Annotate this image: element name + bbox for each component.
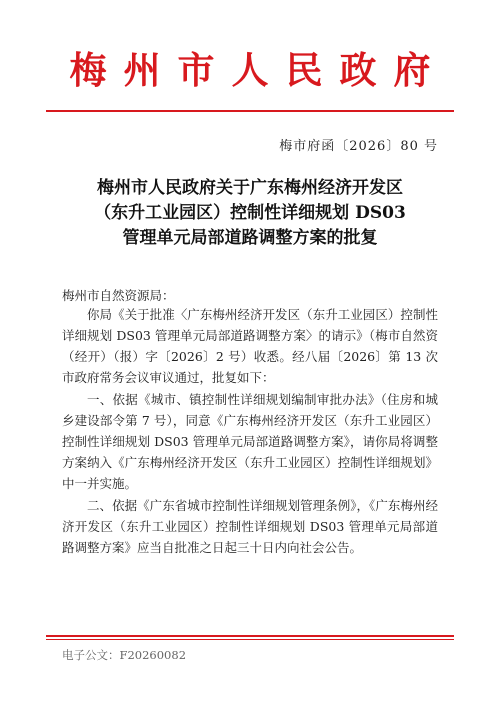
body-paragraph: 二、依据《广东省城市控制性详细规划管理条例》，《广东梅州经济开发区（东升工业园区）控制性详细规划 DS03 管理单元局部道路调整方案》应当自批准之日起三十日内向社会公告。 <box>62 498 438 555</box>
title-line: （东升工业园区）控制性详细规划 DS03 <box>94 203 406 223</box>
document-body <box>62 304 438 559</box>
electronic-doc-id: 电子公文：F20260082 <box>62 648 187 662</box>
body-paragraph: 你局《关于批准〈广东梅州经济开发区（东升工业园区）控制性详细规划 DS03 管理单元局部道路调整方案〉的请示》（梅市自然资（经开）（报）字〔2026〕2 号）收悉。经八届〔2026〕第 13 次市政府常务会议审议通过，批复如下： <box>62 307 438 385</box>
masthead-title: 梅州市人民政府 <box>69 48 448 92</box>
body-paragraph: 一、依据《城市、镇控制性详细规划编制审批办法》（住房和城乡建设部令第 7 号），同意《广东梅州经济开发区（东升工业园区）控制性详细规划 DS03 管理单元局部道路调整方案》，请你局将调整方案纳入《广东梅州经济开发区（东升工业园区）控制性详细规划》中一并实施。 <box>62 392 438 491</box>
title-line: 管理单元局部道路调整方案的批复 <box>122 228 378 248</box>
red-divider-top <box>46 110 454 112</box>
document-number: 梅市府函〔2026〕80 号 <box>279 139 438 154</box>
red-divider-bottom <box>46 635 454 637</box>
red-divider-bottom-thin <box>46 639 454 640</box>
document-title <box>40 176 460 251</box>
addressee: 梅州市自然资源局： <box>62 288 175 303</box>
title-line: 梅州市人民政府关于广东梅州经济开发区 <box>97 178 403 198</box>
